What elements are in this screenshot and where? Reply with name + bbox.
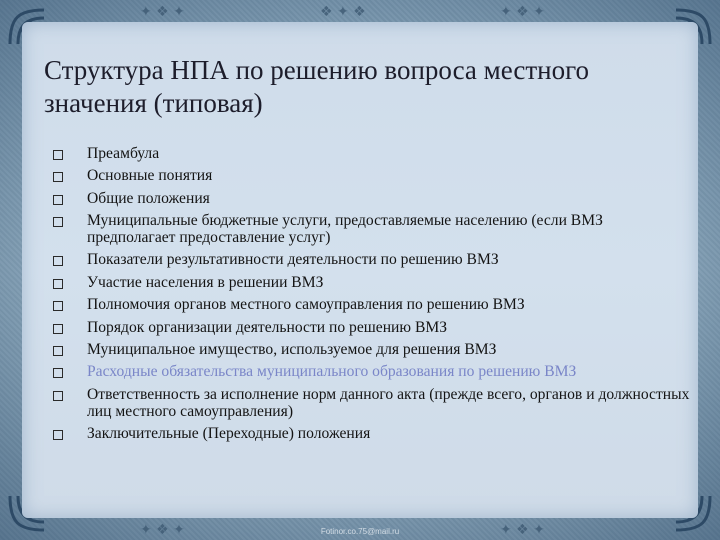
list-item-text: Заключительные (Переходные) положения [87,424,371,442]
list-item [50,252,690,269]
square-bullet-icon [53,256,63,266]
square-bullet-icon [53,391,63,401]
list-item [50,387,690,421]
list-item [50,168,690,185]
square-bullet-icon [53,301,63,311]
list-item [50,342,690,359]
outline-list [50,146,690,448]
list-item-text: Муниципальное имущество, используемое для решения ВМЗ [87,340,497,358]
border-ornament-icon: ❖ ✦ ❖ [320,4,366,20]
list-item-text: Участие населения в решении ВМЗ [87,273,324,291]
list-item [50,146,690,163]
list-item [50,297,690,314]
square-bullet-icon [53,172,63,182]
list-item-text: Расходные обязательства муниципального образования по решению ВМЗ [87,363,577,381]
square-bullet-icon [53,279,63,289]
border-ornament-icon: ✦ ❖ ✦ [500,522,545,538]
list-item [50,191,690,208]
border-ornament-icon: ✦ ❖ ✦ [500,4,545,20]
list-item [50,426,690,443]
square-bullet-icon [53,368,63,378]
list-item-text: Порядок организации деятельности по решению ВМЗ [87,318,448,336]
list-item-text: Муниципальные бюджетные услуги, предоставляемые населению (если ВМЗ предполагает предоставление услуг) [87,212,603,246]
square-bullet-icon [53,430,63,440]
square-bullet-icon [53,150,63,160]
square-bullet-icon [53,217,63,227]
footer-email: Fotinor.co.75@mail.ru [320,527,400,536]
list-item [50,320,690,337]
list-item-text: Общие положения [87,189,210,207]
square-bullet-icon [53,324,63,334]
square-bullet-icon [53,346,63,356]
list-item [50,213,690,247]
list-item-text: Полномочия органов местного самоуправления по решению ВМЗ [87,296,525,314]
list-item [50,275,690,292]
list-item-text: Преамбула [87,145,160,162]
list-item-text: Показатели результативности деятельности по решению ВМЗ [87,251,499,269]
square-bullet-icon [53,195,63,205]
list-item [50,364,690,381]
border-ornament-icon: ✦ ❖ ✦ [140,522,185,538]
list-item-text: Основные понятия [87,167,213,185]
border-ornament-icon: ✦ ❖ ✦ [140,4,185,20]
slide-title: Структура НПА по решению вопроса местного значения (типовая) [44,55,589,118]
list-item-text: Ответственность за исполнение норм данного акта (прежде всего, органов и должностных лиц местного самоуправления) [87,385,690,420]
